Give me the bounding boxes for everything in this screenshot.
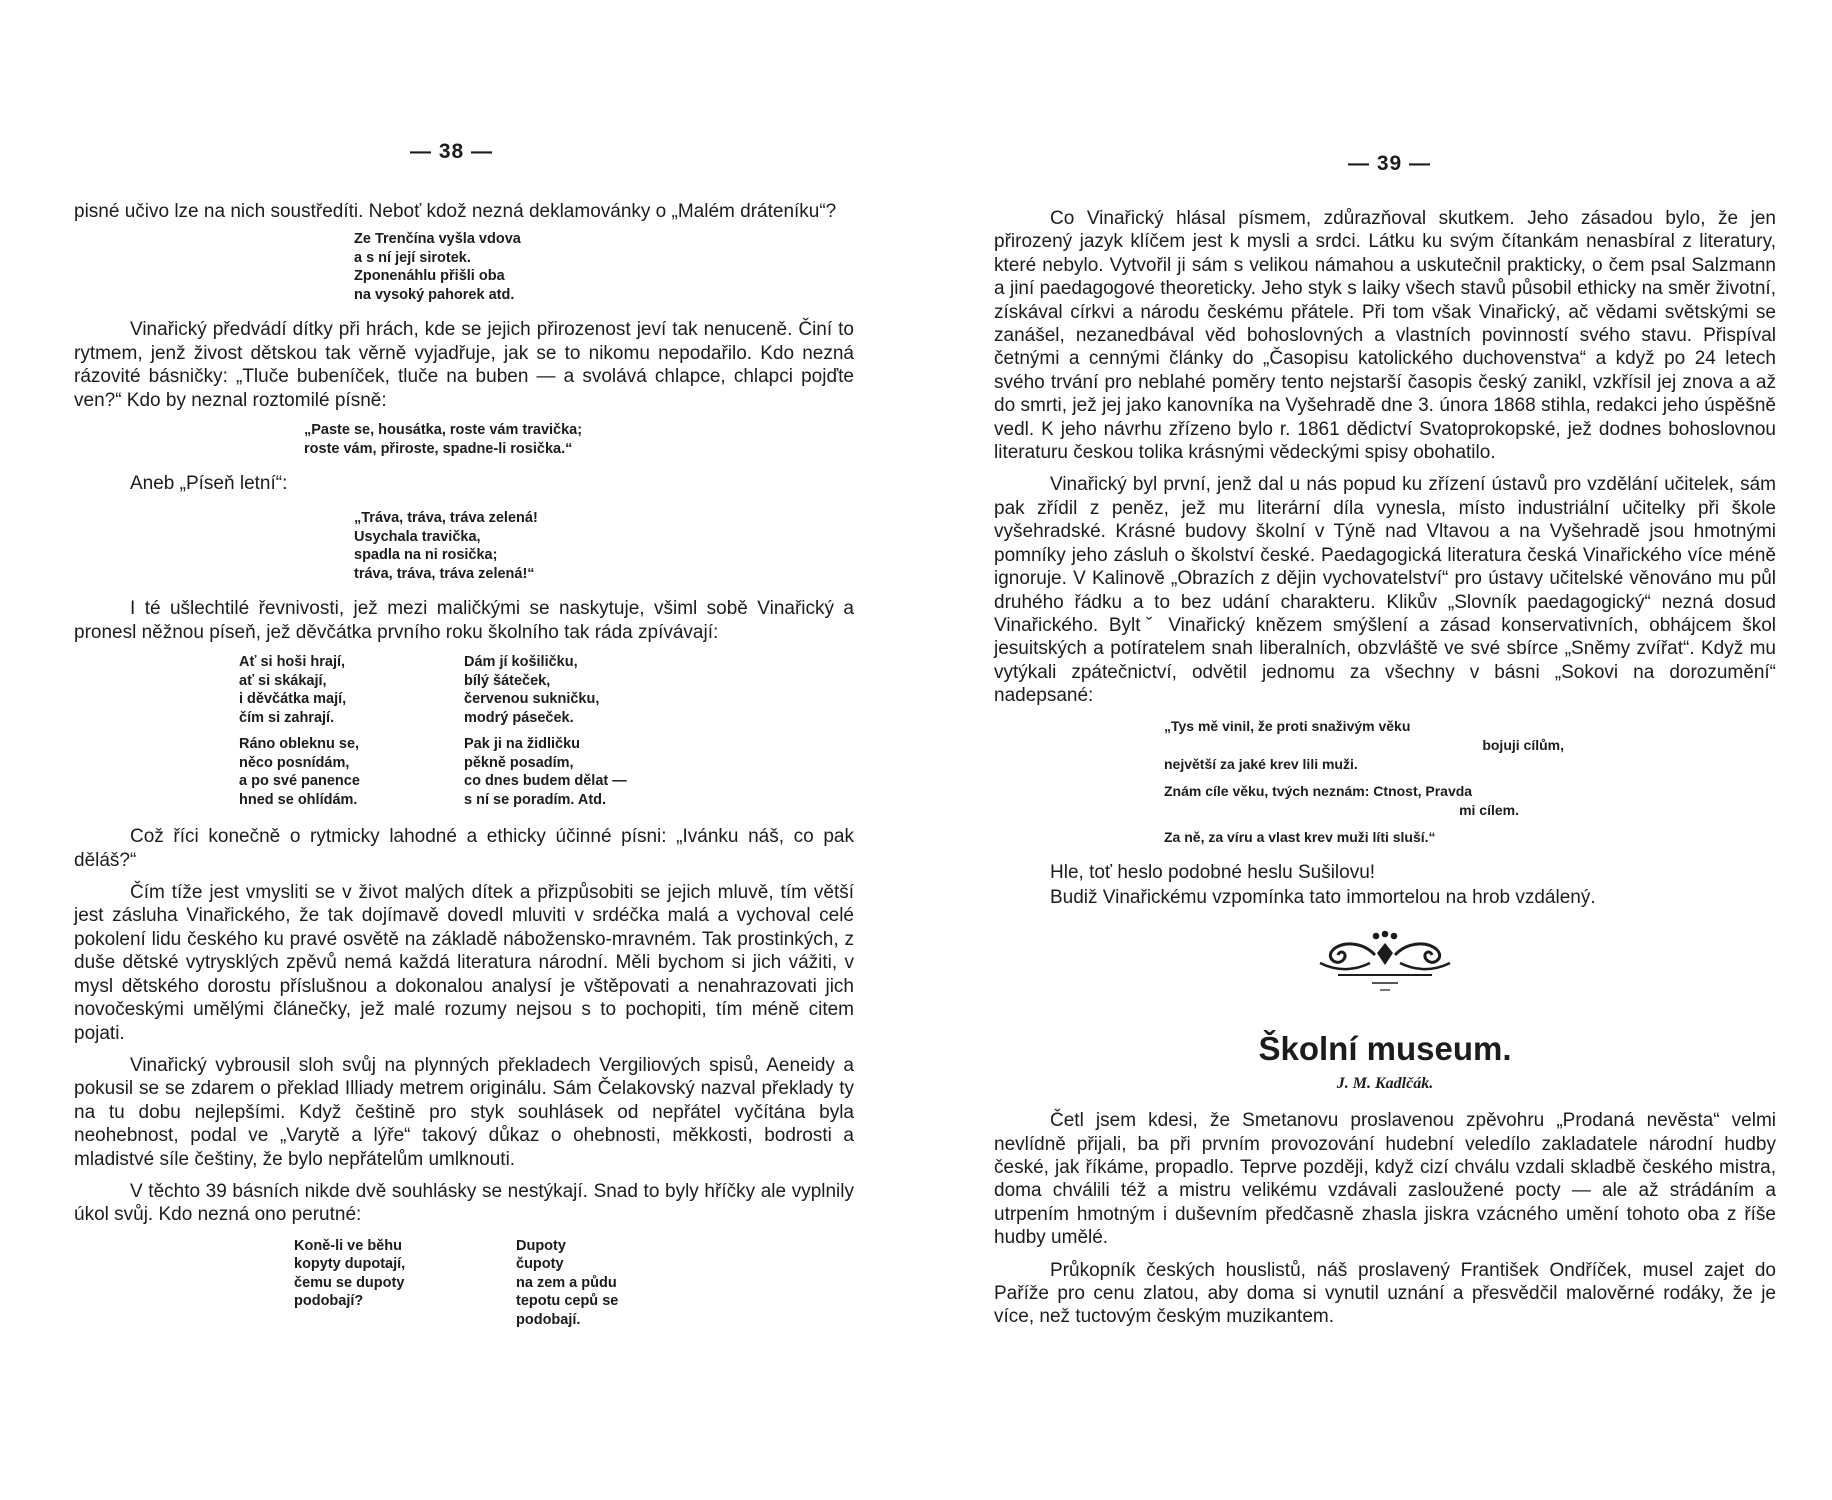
poem-line: podobají.: [516, 1311, 581, 1328]
poem-line: roste vám, přiroste, spadne-li rosička.“: [304, 440, 573, 457]
paragraph: Čím tíže jest vmysliti se v život malých dítek a přizpůsobiti se jejich mluvě, tím větší jest zásluha Vinařického, že tak dojímavě dovedl mluviti v srdéčka malá a vychoval celé pokolení lidu českého ku pravé osvětě na základě nábožensko-mravném. Tak prostinkých, z duše dětské vytrysklých zpěvů nemá každá literatura národní. Měli bychom si jich vážiti, v mysl dětského dorostu příslušnou a dokonalou analysí je vštěpovati a nenahrazovati jich novočeskými umělými článečky, jež malé rozumy nejsou s to pochopiti, tím méně citem pojati.: [74, 882, 854, 1044]
paragraph: I té ušlechtilé řevnivosti, jež mezi maličkými se naskytuje, všiml sobě Vinařický a pronesl něžnou píseň, jež děvčátka prvního roku školního tak ráda zpívávají:: [74, 598, 854, 643]
poem-line: čím si zahrají.: [239, 709, 335, 726]
paragraph: Vinařický vybrousil sloh svůj na plynných překladech Vergiliových spisů, Aeneidy a pokusil se se zdarem o překlad Illiady metrem originálu. Sám Čelakovský nazval překlady ty na tu dobu nejlepšími. Když češtině pro styk souhlásek od nepřátel vyčítána byla neohebnost, podal ve „Varytě a lýře“ takový důkaz o ohebnosti, měkkosti, bodrosti a mladistvé síle češtiny, že bylo nepřátelům umlknouti.: [74, 1054, 854, 1170]
ornament: [994, 929, 1776, 1001]
paragraph: pisné učivo lze na nich soustředíti. Neboť kdož nezná deklamovánky o „Malém dráteníku“?: [74, 201, 837, 222]
paragraph: Co Vinařický hlásal písmem, zdůrazňoval skutkem. Jeho zásadou bylo, že jen přirozený jazyk klíčem jest k mysli a srdci. Látku ku svým čítankám nenasbíral z literatury, které nebylo. Vytvořil ji sám s velikou námahou a uskutečnil prakticky, o čem psal Salzmann a jiní paedagogové theoreticky. Jeho styk s laiky všech stavů působil ethicky na směr životní, získával církvi a národu českému přátele. Při tom však Vinařický, ač vědami světskými se zanášel, nezanedbával věd bohoslovných a vlastních povinností svého stavu. Přispíval četnými a cennými články do „Časopisu katolického duchovenstva“ a když po 24 letech svého trvání pro neblahé poměry tento nejstarší časopis český zanikl, vzkřísil jej znova a až do smrti, jež jej jako kanovníka na Vyšehradě dne 3. února 1868 stihla, redakci jeho úspěšně vedl. K jeho návrhu zřízeno bylo r. 1861 dědictví Svatoprokopské, jež dodnes bohoslovnou literaturu českou tolika krásnými vědeckými spisy obohatilo.: [994, 208, 1776, 464]
poem-line: a po své panence: [239, 773, 360, 790]
poem: [354, 230, 854, 304]
poem-line: Dám jí košiličku,: [464, 654, 578, 671]
text-column: [994, 207, 1776, 1338]
poem-line: ať si skákají,: [239, 672, 327, 689]
poem-line: něco posnídám,: [239, 754, 350, 771]
poem-line: co dnes budem dělat —: [464, 773, 627, 790]
paragraph: Což říci konečně o rytmicky lahodné a ethicky účinné písni: „Ivánku náš, co pak děláš?“: [74, 826, 854, 871]
poem-line: tráva, tráva, tráva zelená!“: [354, 565, 535, 582]
poem-line: Za ně, za víru a vlast krev muži líti sluší.“: [1164, 828, 1436, 845]
poem-line: a s ní její sirotek.: [354, 249, 471, 266]
poem-line: Dupoty: [516, 1237, 566, 1254]
poem-line: Zponenáhlu přišli oba: [354, 268, 505, 285]
poem-line: spadla na ni rosička;: [354, 547, 498, 564]
poem-line: „Tráva, tráva, tráva zelená!: [354, 510, 538, 527]
poem-line: bílý šáteček,: [464, 672, 551, 689]
poem-line: modrý páseček.: [464, 709, 574, 726]
text-column: [74, 200, 854, 1337]
poem: [304, 421, 854, 458]
section-heading: Školní museum.: [1258, 1029, 1512, 1067]
song-stanza: [239, 735, 854, 809]
paragraph: Aneb „Píseň letní“:: [130, 473, 288, 495]
poem-line: Koně-li ve běhu: [294, 1237, 402, 1254]
paragraph: Vinařický předvádí dítky při hrách, kde se jejich přirozenost jeví tak nenuceně. Činí to rytmem, jenž živost dětskou tak věrně vyjadřuje, jak se to nikomu nepodařilo. Kdo nezná rázovité básničky: „Tluče bubeníček, tluče na buben — a svolává chlapce, chlapci pojďte ven?“ Kdo by neznal roztomilé písně:: [74, 319, 854, 411]
poem-line: „Paste se, housátka, roste vám travička;: [304, 422, 583, 439]
poem-line: čupoty: [516, 1256, 564, 1273]
poem-line: s ní se poradím. Atd.: [464, 791, 607, 808]
poem-line: čemu se dupoty: [294, 1274, 405, 1291]
poem-line: i děvčátka mají,: [239, 691, 347, 708]
author-name: J. M. Kadlčák.: [1336, 1074, 1434, 1092]
paragraph: V těchto 39 básních nikde dvě souhlásky se nestýkají. Snad to byly hříčky ale vyplnily úkol svůj. Kdo nezná ono perutné:: [74, 1180, 854, 1226]
poem-line: pěkně posadím,: [464, 754, 574, 771]
poem-line: největší za jaké krev lili muži.: [1164, 755, 1358, 772]
poem-line: Znám cíle věku, tvých neznám: Ctnost, Pravda: [1164, 782, 1473, 799]
ornament-icon: [1310, 929, 1460, 995]
page-number: — 38 —: [410, 140, 494, 163]
page-number: — 39 —: [1348, 152, 1432, 175]
poem-line: Usychala travička,: [354, 528, 481, 545]
poem-line: červenou sukničku,: [464, 691, 600, 708]
poem-line: Ať si hoši hrají,: [239, 654, 346, 671]
poem-line: tepotu cepů se: [516, 1293, 619, 1310]
poem-line: kopyty dupotají,: [294, 1256, 406, 1273]
poem-line: Pak ji na židličku: [464, 736, 581, 753]
paragraph: Hle, toť heslo podobné heslu Sušilovu!: [1050, 861, 1376, 883]
paragraph: Budiž Vinařickému vzpomínka tato immortelou na hrob vzdálený.: [1050, 886, 1596, 908]
page-right: [916, 0, 1832, 1500]
poem-line: „Tys mě vinil, že proti snaživým věku: [1164, 717, 1411, 734]
poem-line: bojuji cílům,: [1482, 736, 1564, 753]
poem-line: na zem a půdu: [516, 1274, 617, 1291]
poem-line: hned se ohlídám.: [239, 791, 358, 808]
paragraph: Četl jsem kdesi, že Smetanovu proslavenou zpěvohru „Prodaná nevěsta“ velmi nevlídně přijali, ba při prvním provozování hudební veledílo zakladatele národní hudby české, jak říkáme, propadlo. Teprve později, když cizí chválu vzdali skladbě českého mistra, doma chválili též a mistru velikému vzdávali zasloužené pocty — ale až strádáním a utrpením hmotným i duševním předčasně zhasla jiskra vzácného umění tohoto oba z říše hudby umělé.: [994, 1110, 1776, 1249]
paragraph: Průkopník českých houslistů, náš proslavený František Ondříček, musel zajet do Paříže pro cenu zlatou, aby doma si vynutil uznání a přesvědčil malověrné rodáky, že je více, než tuctovým českým muzikantem.: [994, 1259, 1776, 1328]
paragraph: Vinařický byl první, jenž dal u nás popud ku zřízení ústavů pro vzdělání učitelek, sám pak zřídil z peněz, jež mu literární díla vynesla, místo industriální učitelky při škole vyšehradské. Krásné budovy školní v Týně nad Vltavou a na Vyšehradě jsou hmotnými pomníky jeho zásluh o školství české. Paedagogická literatura česká Vinařického více méně ignoruje. V Kalinově „Obrazích z dějin vychovatelství“ pro ústavy učitelské věnováno mu půl druhého řádku a to bez udání charakteru. Klikův „Slovník paedagogický“ nezná dosud Vinařického. Byltˇ Vinařický knězem smýšlení a zásad konservativních, obhájcem škol jesuitských a potíratelem snah liberalních, obzvláště ve své sbírce „Sněmy zvířat“. Když mu vytýkali zpátečnictví, odvětil jednomu za všechny v básni „Sokovi na dorozumění“ nadepsané:: [994, 474, 1776, 707]
poem-line: mi cílem.: [1459, 801, 1519, 818]
poem-line: Ráno obleknu se,: [239, 736, 360, 753]
song-stanza: [239, 653, 854, 727]
poem: [354, 509, 854, 583]
poem-line: podobají?: [294, 1293, 364, 1310]
poem: [1164, 717, 1564, 847]
poem: [294, 1237, 854, 1330]
poem-line: na vysoký pahorek atd.: [354, 286, 515, 303]
poem-line: Ze Trenčína vyšla vdova: [354, 231, 521, 248]
